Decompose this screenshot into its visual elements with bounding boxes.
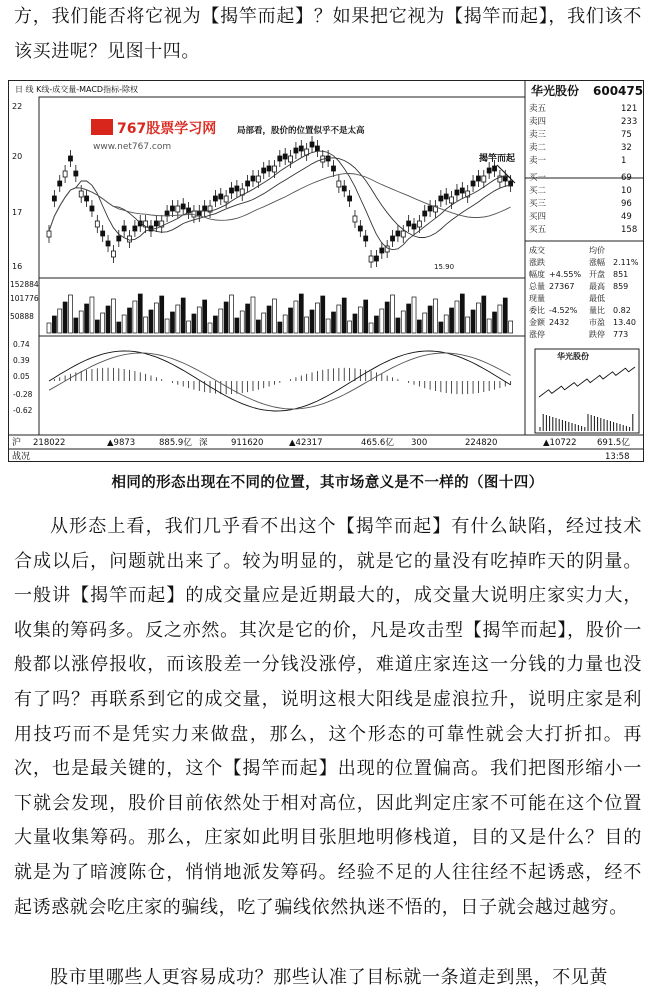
candle-body: [380, 248, 384, 253]
volume-bar: [450, 308, 454, 333]
candle-body: [358, 226, 362, 231]
candle-body: [493, 166, 497, 171]
quote-value: 851: [613, 270, 629, 279]
volume-bar: [170, 312, 174, 333]
order-book-label: 卖一: [529, 156, 547, 166]
candle-body: [79, 191, 83, 197]
volume-bar: [256, 320, 260, 333]
candle-body: [219, 194, 223, 199]
volume-bar: [321, 296, 325, 333]
volume-bar: [251, 297, 255, 333]
quote-label: 量比: [589, 306, 605, 315]
candle-body: [165, 211, 169, 216]
volume-bar: [310, 310, 314, 333]
candle-body: [348, 196, 352, 201]
order-book-volume: 10: [621, 186, 632, 196]
volume-bar: [74, 318, 78, 333]
quote-label: 成交: [529, 246, 545, 255]
candle-body: [369, 256, 373, 262]
order-book-volume: 158: [621, 225, 638, 235]
candle-body: [203, 206, 207, 211]
stock-code: 600475: [593, 84, 643, 98]
macd-axis-label: -0.28: [13, 390, 33, 399]
volume-bar: [278, 322, 282, 333]
order-book-volume: 121: [621, 104, 638, 114]
low-price-mark: 15.90: [434, 263, 455, 271]
intraday-frame: [535, 349, 639, 433]
bottom-bar-value: 465.6亿: [361, 438, 394, 448]
volume-bar: [428, 306, 432, 333]
candle-body: [262, 168, 266, 173]
volume-bar: [63, 302, 67, 333]
volume-bar: [144, 317, 148, 333]
candle-body: [58, 181, 62, 186]
volume-bar: [149, 310, 153, 333]
bottom-bar-value: ▲9873: [107, 438, 136, 448]
candle-body: [450, 197, 454, 203]
candle-body: [331, 166, 335, 171]
candle-body: [310, 142, 314, 147]
volume-bar: [58, 309, 62, 333]
chart-header: 日 线 K线-成交量-MACD指标-除权: [15, 85, 138, 94]
figure-caption: 相同的形态出现在不同的位置，其市场意义是不一样的（图十四）: [111, 475, 544, 491]
quote-value: 13.40: [613, 318, 636, 327]
candle-body: [353, 216, 357, 222]
volume-bar: [79, 311, 83, 333]
volume-bar: [348, 321, 352, 333]
volume-bar: [385, 302, 389, 333]
annotation-jiegan: 揭竿而起: [479, 154, 516, 164]
volume-bar: [460, 294, 464, 333]
bottom-bar-value: 218022: [33, 438, 66, 448]
order-book-volume: 75: [621, 130, 632, 140]
quote-label: 涨跌: [529, 258, 545, 267]
watermark-brand: 767股票学习网: [117, 121, 217, 137]
volume-bar: [326, 319, 330, 333]
candle-body: [391, 236, 395, 241]
candle-body: [63, 171, 67, 177]
quote-label: 总量: [529, 282, 545, 291]
order-book-volume: 233: [621, 117, 638, 127]
order-book-volume: 96: [621, 199, 632, 209]
volume-bar: [235, 318, 239, 333]
candle-body: [315, 146, 319, 151]
price-axis-label: 16: [12, 262, 23, 271]
volume-bar: [482, 296, 486, 333]
quote-value: -4.52%: [549, 306, 578, 315]
candle-body: [230, 188, 234, 193]
candle-body: [213, 196, 217, 201]
candle-body: [85, 196, 89, 201]
candle-body: [289, 156, 293, 162]
price-axis-label: 22: [12, 102, 23, 111]
order-book-label: 卖五: [529, 104, 547, 114]
volume-bar: [213, 316, 217, 333]
volume-bar: [455, 301, 459, 333]
candle-body: [444, 194, 448, 199]
watermark-logo-icon: [91, 119, 113, 135]
bottom-market-label: 深: [199, 438, 208, 448]
candle-body: [482, 176, 486, 182]
order-book-label: 买四: [529, 212, 547, 222]
quote-label: 最低: [589, 294, 605, 303]
candle-body: [90, 206, 94, 211]
bottom-bar-value: 885.9亿: [159, 438, 192, 448]
volume-bar: [187, 321, 191, 333]
main-paragraph: 从形态上看，我们几乎看不出这个【揭竿而起】有什么缺陷，经过技术合成以后，问题就出来了。较为明显的，就是它的量没有吃掉昨天的阴量。一般讲【揭竿而起】的成交量应是近期最大的，成交量大说明庄家实力大，收集的筹码多。反之亦然。其次是它的价，凡是攻击型【揭竿而起】，股价一般都以涨停报收，而该股差一分钱没涨停，难道庄家连这一分钱的力量也没有了吗？再联系到它的成交量，说明这根大阳线是虚浪拉升，说明庄家是利用技巧而不是凭实力来做盘，那么，这个形态的可靠性就会大打折扣。再次，也是最关键的，这个【揭竿而起】出现的位置偏高。我们把图形缩小一下就会发现，股价目前依然处于相对高位，因此判定庄家不可能在这个位置大量收集筹码。那么，庄家如此明目张胆地明修栈道，目的又是什么？目的就是为了暗渡陈仓，悄悄地派发筹码。经验不足的人往往经不起诱惑，经不起诱惑就会吃庄家的骗线，吃了骗线依然执迷不悟的，日子就会越过越穷。: [14, 516, 642, 918]
order-book-label: 买三: [529, 199, 547, 209]
volume-bar: [342, 298, 346, 333]
order-book-label: 买二: [529, 186, 547, 196]
candle-body: [122, 226, 126, 231]
volume-bar: [299, 294, 303, 333]
watermark-url: www.net767.com: [93, 142, 172, 152]
candle-body: [256, 176, 260, 182]
order-book-label: 买一: [529, 173, 547, 183]
volume-bar: [246, 304, 250, 333]
volume-bar: [160, 296, 164, 333]
macd-axis-label: -0.62: [13, 406, 33, 415]
volume-bar: [498, 305, 502, 333]
quote-label: 金额: [529, 318, 545, 327]
volume-bar: [240, 311, 244, 333]
volume-bar: [262, 313, 266, 333]
volume-bar: [138, 294, 142, 333]
stock-chart-figure: [8, 80, 644, 462]
volume-bar: [337, 305, 341, 333]
candle-body: [224, 196, 228, 202]
volume-bar: [224, 302, 228, 333]
volume-bar: [106, 306, 110, 333]
candle-body: [460, 188, 464, 193]
candle-body: [101, 231, 105, 236]
volume-bar: [315, 303, 319, 333]
quote-value: 2.11%: [613, 258, 639, 267]
volume-bar: [52, 316, 56, 333]
volume-bar: [283, 315, 287, 333]
quote-label: 跌停: [589, 330, 605, 339]
candle-body: [176, 206, 180, 212]
candle-body: [133, 226, 137, 231]
volume-bar: [154, 303, 158, 333]
volume-bar: [353, 314, 357, 333]
order-book-volume: 32: [621, 143, 632, 153]
candle-body: [267, 166, 271, 171]
candle-body: [299, 146, 303, 151]
order-book-volume: 1: [621, 156, 627, 166]
volume-bar: [487, 319, 491, 333]
order-book-label: 卖四: [529, 117, 547, 127]
volume-bar: [412, 297, 416, 333]
quote-label: 涨停: [529, 330, 545, 339]
candle-body: [52, 196, 56, 201]
order-book-volume: 69: [621, 173, 632, 183]
volume-bar: [331, 312, 335, 333]
volume-bar: [208, 323, 212, 333]
bottom-bar-value: 691.5亿: [597, 438, 630, 448]
candle-body: [111, 251, 115, 257]
candle-body: [487, 168, 491, 173]
candle-body: [374, 256, 378, 261]
volume-bar: [407, 304, 411, 333]
quote-label: 均价: [589, 246, 605, 255]
bottom-bar-value: 224820: [465, 438, 498, 448]
volume-bar: [294, 301, 298, 333]
quote-label: 幅度: [529, 270, 545, 279]
clock: 13:58: [605, 452, 630, 461]
candle-body: [476, 176, 480, 181]
candle-body: [106, 241, 110, 246]
volume-bar: [111, 299, 115, 333]
quote-value: +4.55%: [549, 270, 582, 279]
volume-bar: [509, 321, 513, 333]
quote-value: 859: [613, 282, 629, 291]
volume-bar: [503, 298, 507, 333]
volume-bar: [305, 317, 309, 333]
volume-axis-label: 50888: [10, 312, 34, 321]
candle-body: [117, 236, 121, 241]
volume-bar: [444, 315, 448, 333]
candle-body: [417, 221, 421, 227]
volume-bar: [493, 312, 497, 333]
volume-bar: [466, 317, 470, 333]
candle-body: [407, 221, 411, 226]
candle-body: [294, 148, 298, 153]
candle-body: [170, 206, 174, 211]
price-axis-label: 20: [12, 152, 23, 161]
candle-body: [95, 221, 99, 227]
candle-body: [455, 190, 459, 195]
volume-bar: [433, 299, 437, 333]
quote-label: 涨幅: [589, 258, 605, 267]
candle-body: [246, 181, 250, 186]
candle-body: [235, 186, 239, 191]
volume-bar: [471, 310, 475, 333]
volume-bar: [401, 311, 405, 333]
volume-bar: [423, 313, 427, 333]
volume-bar: [272, 299, 276, 333]
volume-bar: [230, 295, 234, 333]
volume-bar: [289, 308, 293, 333]
candle-body: [278, 156, 282, 161]
bottom-bar-value: ▲10722: [543, 438, 577, 448]
candle-body: [154, 221, 158, 226]
volume-bar: [68, 295, 72, 333]
quote-value: 27367: [549, 282, 575, 291]
candle-body: [364, 236, 368, 241]
intraday-price-line: [539, 367, 635, 397]
volume-bar: [181, 298, 185, 333]
volume-bar: [476, 303, 480, 333]
quote-value: 0.82: [613, 306, 631, 315]
annotation-position: 局部看，股价的位置似乎不是太高: [237, 126, 365, 136]
volume-axis-label: 152884: [10, 280, 39, 289]
price-axis-label: 17: [12, 208, 23, 217]
quote-label: 开盘: [589, 270, 605, 279]
intro-paragraph: 方，我们能否将它视为【揭竿而起】？如果把它视为【揭竿而起】，我们该不该买进呢？见图十四。: [14, 6, 642, 62]
candle-body: [471, 181, 475, 186]
moving-average-line: [49, 174, 511, 232]
candle-body: [428, 206, 432, 211]
candle-body: [439, 196, 443, 201]
volume-bar: [364, 300, 368, 333]
macd-axis-label: 0.39: [13, 356, 30, 365]
volume-bar: [90, 297, 94, 333]
volume-bar: [391, 295, 395, 333]
quote-value: 773: [613, 330, 629, 339]
volume-bar: [203, 300, 207, 333]
stock-name: 华光股份: [531, 84, 580, 98]
volume-bar: [396, 318, 400, 333]
bottom-bar-value: ▲42317: [289, 438, 323, 448]
stock-chart-svg: [9, 81, 643, 461]
candle-body: [283, 154, 287, 159]
candle-body: [128, 236, 132, 242]
volume-bar: [122, 315, 126, 333]
order-book-label: 买五: [529, 225, 547, 235]
volume-bar: [192, 314, 196, 333]
candle-body: [337, 181, 341, 187]
candle-body: [251, 176, 255, 181]
volume-bar: [47, 323, 51, 333]
bottom-market-label: 沪: [12, 438, 22, 448]
candle-body: [342, 186, 346, 191]
volume-bar: [85, 304, 89, 333]
bottom-bar-value: 911620: [231, 438, 264, 448]
volume-bar: [219, 309, 223, 333]
volume-bar: [197, 307, 201, 333]
order-book-volume: 49: [621, 212, 632, 222]
bottom-bar-value: 300: [411, 438, 428, 448]
quote-label: 委比: [529, 306, 545, 315]
candle-body: [412, 224, 416, 229]
order-book-label: 卖三: [529, 130, 547, 140]
macd-axis-label: 0.05: [13, 372, 30, 381]
volume-bar: [128, 308, 132, 333]
bottom-market-label: 战况: [12, 452, 31, 461]
candle-body: [181, 204, 185, 209]
volume-bar: [439, 322, 443, 333]
volume-bar: [380, 309, 384, 333]
quote-value: 2432: [549, 318, 570, 327]
quote-label: 最高: [589, 282, 605, 291]
volume-bar: [417, 320, 421, 333]
volume-axis-label: 101776: [10, 294, 39, 303]
volume-bar: [117, 322, 121, 333]
macd-axis-label: 0.74: [13, 340, 30, 349]
candle-body: [68, 156, 72, 161]
volume-bar: [101, 313, 105, 333]
candle-body: [74, 171, 78, 176]
volume-bar: [358, 307, 362, 333]
order-book-label: 卖二: [529, 143, 547, 153]
volume-bar: [95, 320, 99, 333]
volume-bar: [133, 301, 137, 333]
volume-bar: [176, 305, 180, 333]
volume-bar: [267, 306, 271, 333]
volume-bar: [165, 319, 169, 333]
intraday-title: 华光股份: [557, 352, 589, 361]
last-paragraph: 股市里哪些人更容易成功？那些认准了目标就一条道走到黑，不见黄: [50, 967, 608, 988]
candle-body: [396, 231, 400, 236]
candle-body: [401, 231, 405, 237]
quote-label: 市盈: [589, 318, 605, 327]
quote-label: 现量: [529, 294, 545, 303]
volume-bar: [374, 316, 378, 333]
candle-body: [272, 166, 276, 172]
volume-bar: [369, 323, 373, 333]
candle-body: [423, 211, 427, 216]
candle-body: [47, 231, 51, 237]
